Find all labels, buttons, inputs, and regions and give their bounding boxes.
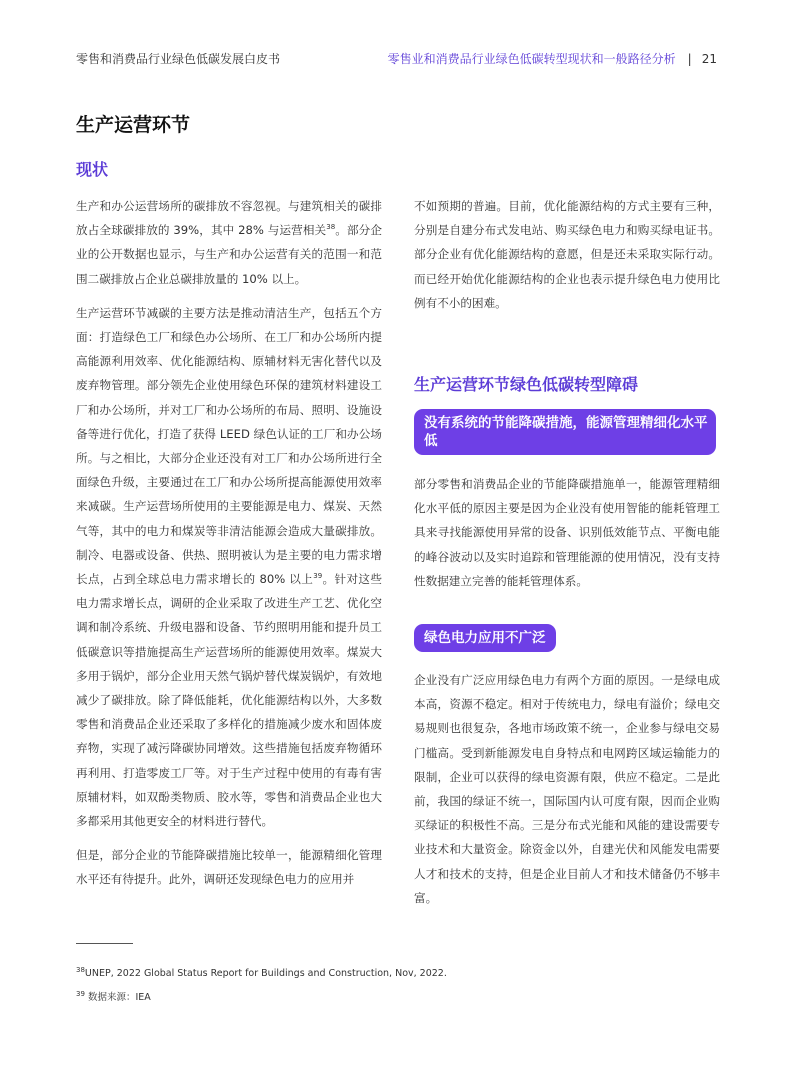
left-column [76,194,382,902]
footnote: $^{39}$ 数据来源：IEA [76,989,151,1003]
footnote-ref[interactable]: 39 [313,572,323,581]
page-title: 生产运营环节 [76,114,191,136]
right-column-intro [414,194,720,325]
header-separator: | [687,51,692,66]
paragraph: 企业没有广泛应用绿色电力有两个方面的原因。一是绿电成本高，资源不稳定。相对于传统电力，绿电有溢价；绿电交易规则也很复杂，各地市场政策不统一，企业参与绿电交易门槛高。受到新能源发电自身特点和电网跨区域运输能力的限制，企业可以获得的绿电资源有限，供应不稳定。二是此前，我国的绿证不统一，国际国内认可度有限，因而企业购买绿证的积极性不高。三是分布式光能和风能的建设需要专业技术和大量资金。除资金以外，自建光伏和风能发电需要人才和技术的支持，但是企业目前人才和技术储备仍不够丰富。 [414,673,720,905]
highlight-heading: 没有系统的节能降碳措施，能源管理精细化水平低 [414,409,716,455]
paragraph: 但是，部分企业的节能降碳措施比较单一，能源精细化管理水平还有待提升。此外，调研还发现绿色电力的应用并 [76,848,382,887]
chapter-title: 零售业和消费品行业绿色低碳转型现状和一般路径分析 [387,52,676,66]
page-number: 21 [701,51,717,66]
right-column-body [414,472,720,603]
right-column-body [414,668,720,920]
running-header-chapter [388,50,717,67]
highlight-heading: 绿色电力应用不广泛 [414,624,556,652]
footnote-ref[interactable]: 38 [326,223,336,232]
paragraph: 生产和办公运营场所的碳排放不容忽视。与建筑相关的碳排放占全球碳排放的 39%，其中 28% 与运营相关$^{38}$。部分企业的公开数据也显示，与生产和办公运营有关的范围一和范围二碳排放占企业总碳排放量的 10% 以上。 [76,199,382,286]
paragraph: 生产运营环节减碳的主要方法是推动清洁生产，包括五个方面：打造绿色工厂和绿色办公场所、在工厂和办公场所内提高能源利用效率、优化能源结构、原辅材料无害化替代以及废弃物管理。部分领先企业使用绿色环保的建筑材料建设工厂和办公场所，并对工厂和办公场所的布局、照明、设施设备等进行优化，打造了获得 LEED 绿色认证的工厂和办公场所。与之相比，大部分企业还没有对工厂和办公场所进行全面绿色升级，主要通过在工厂和办公场所提高能源使用效率来减碳。生产运营场所使用的主要能源是电力、煤炭、天然气等，其中的电力和煤炭等非清洁能源会造成大量碳排放。制冷、电器或设备、供热、照明被认为是主要的电力需求增长点，占到全球总电力需求增长的 80% 以上$^{39}$。针对这些电力需求增长点，调研的企业采取了改进生产工艺、优化空调和制冷系统、升级电器和设备、节约照明用能和提升员工低碳意识等措施提高生产运营场所的能源使用效率。煤炭大多用于锅炉，部分企业用天然气锅炉替代煤炭锅炉，有效地减少了碳排放。除了降低能耗，优化能源结构以外，大多数零售和消费品企业还采取了多样化的措施减少废水和固体废弃物，实现了减污降碳协同增效。这些措施包括废弃物循环再利用、打造零废工厂等。对于生产过程中使用的有毒有害原辅材料，如双酚类物质、胶水等，零售和消费品企业也大多都采用其他更安全的材料进行替代。 [76,305,382,829]
section-title: 现状 [76,160,109,179]
subsection-title: 生产运营环节绿色低碳转型障碍 [414,375,639,394]
footnote: $^{38}$UNEP, 2022 Global Status Report for Buildings and Construction, Nov, 2022. [76,965,447,979]
running-header-title: 零售和消费品行业绿色低碳发展白皮书 [76,52,281,66]
paragraph: 不如预期的普遍。目前，优化能源结构的方式主要有三种，分别是自建分布式发电站、购买绿色电力和购买绿电证书。部分企业有优化能源结构的意愿，但是还未采取实际行动。而已经开始优化能源结构的企业也表示提升绿色电力使用比例有不小的困难。 [414,199,720,310]
paragraph: 部分零售和消费品企业的节能降碳措施单一，能源管理精细化水平低的原因主要是因为企业没有使用智能的能耗管理工具来寻找能源使用异常的设备、识别低效能节点、平衡电能的峰谷波动以及实时追踪和管理能源的使用情况，没有支持性数据建立完善的能耗管理体系。 [414,477,720,588]
footnote-divider [76,943,133,944]
